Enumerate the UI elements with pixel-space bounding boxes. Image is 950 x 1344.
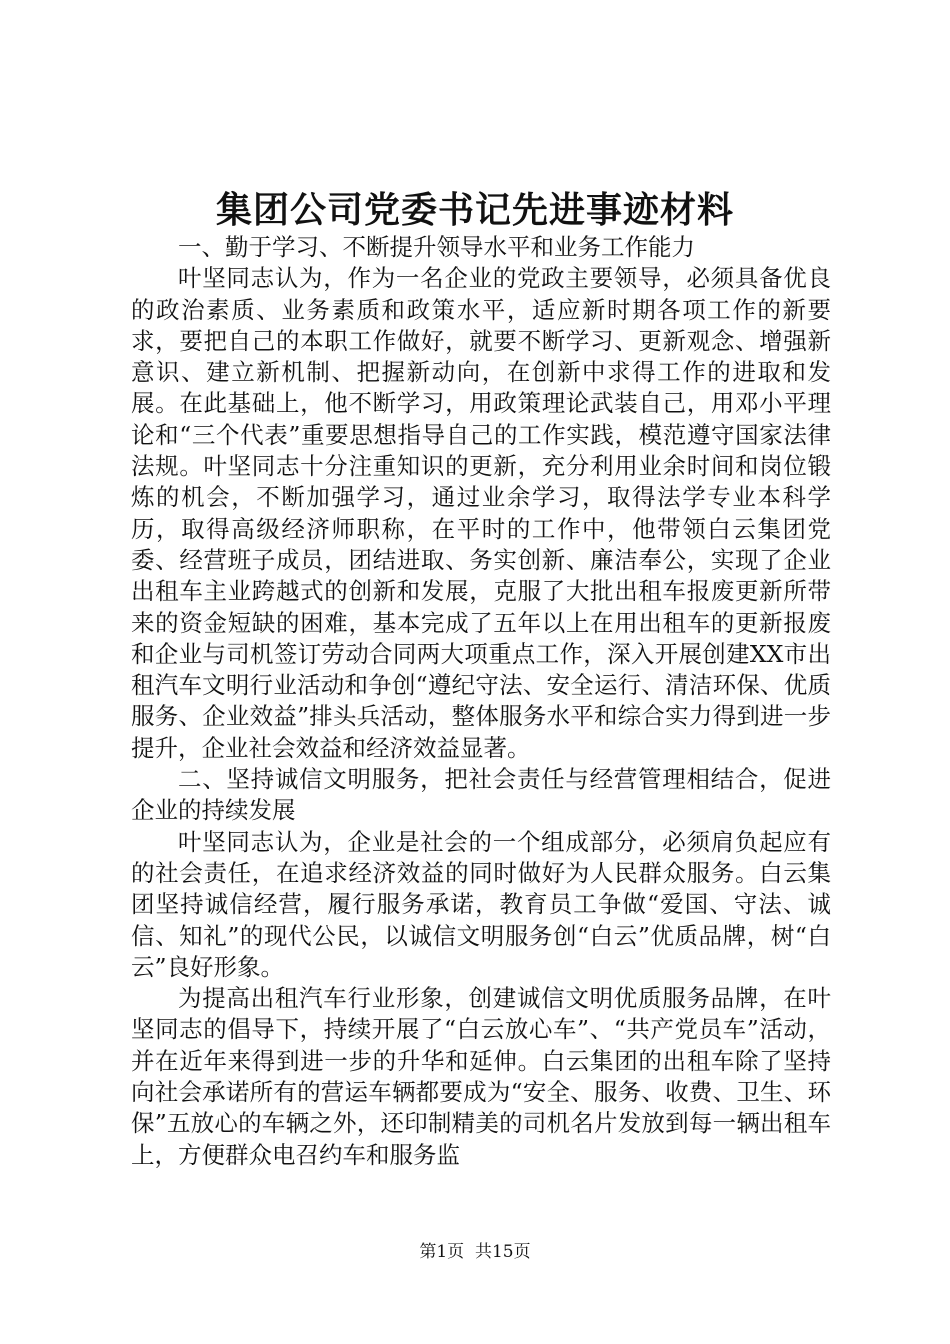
document-title: 集团公司党委书记先进事迹材料 [215,189,734,231]
paragraph-3: 为提高出租汽车行业形象，创建诚信文明优质服务品牌，在叶坚同志的倡导下，持续开展了“白云放心车”、“共产党员车”活动，并在近年来得到进一步的升华和延伸。白云集团的出租车除了坚持向社会承诺所有的营运车辆都要成为“安全、服务、收费、卫生、环保”五放心的车辆之外，还印制精美的司机名片发放到每一辆出租车上，方便群众电召约车和服务监 [131,984,831,1169]
page-footer [0,1240,950,1264]
section-heading-2: 二、坚持诚信文明服务，把社会责任与经营管理相结合，促进企业的持续发展 [131,765,831,825]
paragraph-2: 叶坚同志认为，企业是社会的一个组成部分，必须肩负起应有的社会责任，在追求经济效益的同时做好为人民群众服务。白云集团坚持诚信经营，履行服务承诺，教育员工争做“爱国、守法、诚信、知礼”的现代公民，以诚信文明服务创“白云”优质品牌，树“白云”良好形象。 [131,827,831,981]
page-number: 第1页 共15页 [419,1242,531,1262]
paragraph-1: 叶坚同志认为，作为一名企业的党政主要领导，必须具备优良的政治素质、业务素质和政策水平，适应新时期各项工作的新要求，要把自己的本职工作做好，就要不断学习、更新观念、增强新意识、建立新机制、把握新动向，在创新中求得工作的进取和发展。在此基础上，他不断学习，用政策理论武装自己，用邓小平理论和“三个代表”重要思想指导自己的工作实践，模范遵守国家法律法规。叶坚同志十分注重知识的更新，充分利用业余时间和岗位锻炼的机会，不断加强学习，通过业余学习，取得法学专业本科学历，取得高级经济师职称，在平时的工作中，他带领白云集团党委、经营班子成员，团结进取、务实创新、廉洁奉公，实现了企业出租车主业跨越式的创新和发展，克服了大批出租车报废更新所带来的资金短缺的困难，基本完成了五年以上在用出租车的更新报废和企业与司机签订劳动合同两大项重点工作，深入开展创建XX市出租汽车文明行业活动和争创“遵纪守法、安全运行、清洁环保、优质服务、企业效益”排头兵活动，整体服务水平和综合实力得到进一步提升，企业社会效益和经济效益显著。 [131,264,831,762]
document-body [131,232,831,1171]
section-heading-1: 一、勤于学习、不断提升领导水平和业务工作能力 [178,233,695,261]
